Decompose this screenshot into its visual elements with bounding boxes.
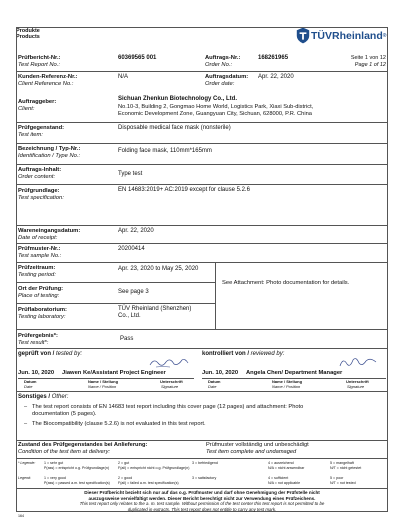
- period-value: Apr. 23, 2020 to May 25, 2020: [118, 266, 199, 272]
- divider: [16, 391, 388, 392]
- legend-en-3: 3 = satisfactory: [192, 476, 217, 480]
- legend-de-3: 3 = befriedigend: [192, 461, 218, 465]
- legend-de-pass: P(ass) = entspricht o.g. Prüfgrundlage(n): [44, 466, 110, 470]
- legend-de-2: 2 = gut: [118, 461, 130, 465]
- legend-label-de: * Legende:: [18, 461, 36, 465]
- legend-en-fail: F(ail) = failed a.m. test specification(s): [118, 481, 179, 485]
- order-content-label: [18, 167, 113, 180]
- test-item-label-de: Prüfgegenstand:: [18, 125, 65, 131]
- reviewed-date-caption-en: Date: [208, 384, 217, 389]
- legend-en-2: 2 = good: [118, 476, 133, 480]
- legend-label-en: Legend:: [18, 476, 31, 480]
- receipt-label-en: Date of receipt:: [18, 234, 58, 241]
- divider: [16, 143, 388, 144]
- lab-label-de: Prüflaboratorium:: [18, 307, 67, 313]
- legend-en-nt: N/T = not tested: [330, 481, 356, 485]
- order-no-value: 168261965: [258, 55, 289, 61]
- order-date-value: Apr. 22, 2020: [258, 74, 294, 80]
- period-label-en: Testing period:: [18, 271, 56, 278]
- reviewed-signature-caption-de: Unterschrift: [346, 379, 369, 384]
- test-item-label-en: Test item:: [18, 131, 43, 138]
- bullet-icon: –: [24, 421, 28, 427]
- period-label-de: Prüfzeitraum:: [18, 265, 56, 271]
- reviewed-signature-caption-en: Signature: [347, 384, 365, 389]
- divider: [16, 225, 388, 226]
- result-label-de: Prüfergebnis*:: [18, 333, 58, 339]
- condition-label-en: Condition of the test item at delivery:: [18, 449, 110, 455]
- tested-signature-caption-en: Signature: [161, 384, 179, 389]
- test-item-value: Disposable medical face mask (nonsterile): [118, 125, 231, 131]
- order-no-label-de: Auftrags-Nr.:: [205, 55, 241, 61]
- tested-by-label-de: geprüft von /: [18, 351, 56, 357]
- report-no-label-en: Test Report No.:: [18, 61, 60, 68]
- result-value: Pass: [120, 336, 134, 342]
- legend-de-1: 1 = sehr gut: [44, 461, 64, 465]
- order-content-label-de: Auftrags-Inhalt:: [18, 167, 62, 173]
- products-label-en: Products: [16, 34, 40, 40]
- place-label-de: Ort der Prüfung:: [18, 286, 64, 292]
- legend-en-na: N/A = not applicable: [268, 481, 301, 485]
- tested-by-label-en: tested by:: [56, 351, 83, 357]
- lab-label-en: Testing laboratory:: [18, 313, 66, 320]
- order-date-label-en: Order date:: [205, 80, 235, 87]
- page-indicator-de: Seite 1 von 12: [350, 55, 386, 61]
- client-name: Sichuan Zhenkun Biotechnology Co., Ltd.: [118, 96, 237, 102]
- others-label-de: Sonstiges /: [18, 394, 52, 400]
- order-content-label-en: Order content:: [18, 173, 56, 180]
- test-spec-label-en: Test specification:: [18, 194, 64, 201]
- attachment-note: See Attachment: Photo documentation for details.: [222, 280, 350, 286]
- identification-label-en: Identification / Type No.:: [18, 152, 81, 159]
- divider: [16, 122, 388, 123]
- legend-de-4: 4 = ausreichend: [268, 461, 294, 465]
- legend-de-na: N/A = nicht anwendbar: [268, 466, 305, 470]
- column-divider: [215, 262, 216, 329]
- others-note-1a: The test report consists of EN 14683 test report including this cover page (12 pages) and attachment: Photo: [32, 404, 304, 410]
- divider: [16, 329, 388, 330]
- tested-name-caption-de: Name / Stellung: [88, 379, 119, 384]
- period-label: [18, 265, 113, 278]
- reviewed-by-label-en: reviewed by:: [250, 351, 285, 357]
- footer-line-3: This test report only relates to the a. m. test sample. Without permission of the test center this test report is not permitted to be: [79, 501, 325, 506]
- sample-label: [18, 246, 113, 259]
- reviewed-date: Jun. 10, 2020: [202, 370, 239, 376]
- tested-date: Jun. 10, 2020: [18, 370, 55, 376]
- reviewed-name-caption-de: Name / Stellung: [272, 379, 303, 384]
- lab-value-line1: TÜV Rheinland (Shenzhen): [118, 306, 192, 312]
- reviewed-date-caption-de: Datum: [208, 379, 221, 384]
- order-date-label-de: Auftragsdatum:: [205, 74, 249, 80]
- client-ref-label: [18, 74, 113, 87]
- logo-registered-mark: ®: [382, 33, 387, 39]
- report-no-label: [18, 55, 113, 68]
- legend-en-5: 5 = poor: [330, 476, 344, 480]
- products-label-de: Produkte: [16, 28, 40, 34]
- condition-value-de: Prüfmuster vollständig und unbeschädigt: [206, 442, 309, 448]
- tested-date-caption-en: Date: [24, 384, 33, 389]
- page-indicator-en: Page 1 of 12: [354, 62, 386, 68]
- sample-label-en: Test sample No.:: [18, 252, 62, 259]
- divider: [16, 348, 388, 349]
- tested-signature-image: [148, 354, 190, 370]
- client-ref-label-en: Client Reference No.:: [18, 80, 74, 87]
- tested-date-caption-de: Datum: [24, 379, 37, 384]
- test-spec-label: [18, 188, 113, 201]
- divider: [16, 488, 388, 489]
- report-no-label-de: Prüfbericht-Nr.:: [18, 55, 61, 61]
- receipt-label: [18, 228, 113, 241]
- reviewed-by-label: [202, 351, 284, 358]
- client-label: [18, 99, 113, 112]
- tested-name-caption-en: Name / Position: [88, 384, 117, 389]
- client-address-line2: Economic Development Zone, Guangyuan City, Sichuan, 628000, P.R. China: [118, 111, 312, 117]
- others-note-2: The Biocompatibility (clause 5.2.6) is not evaluated in this test report.: [32, 421, 206, 427]
- place-label-en: Place of testing:: [18, 292, 60, 299]
- divider: [16, 303, 215, 304]
- reviewed-signature-image: [338, 354, 378, 370]
- identification-label: [18, 146, 113, 159]
- sample-value: 20200414: [118, 246, 145, 252]
- divider: [16, 71, 388, 72]
- legend-en-pass: P(ass) = passed a.m. test specification(s): [44, 481, 110, 485]
- report-no-value: 60369565 001: [118, 55, 157, 61]
- logo-text: TÜVRheinland: [311, 30, 383, 42]
- identification-value: Folding face mask, 110mm*165mm: [118, 148, 212, 154]
- divider: [16, 282, 215, 283]
- client-label-en: Client:: [18, 105, 35, 112]
- tested-name: Jiawen Ke/Assistant Project Engineer: [62, 370, 166, 376]
- footer-line-2: auszugsweise vervielfältigt werden. Dieser Bericht berechtigt nicht zur Verwendung eines Prüfzeichens.: [88, 495, 316, 501]
- result-label: [18, 333, 113, 346]
- receipt-label-de: Wareneingangsdatum:: [18, 228, 81, 234]
- divider: [16, 184, 388, 185]
- others-note-1b: documentation (5 pages).: [32, 411, 97, 417]
- footer-line-1: Dieser Prüfbericht bezieht sich nur auf das o.g. Prüfmuster und darf ohne Genehmigung der Prüfstelle nicht: [84, 490, 320, 495]
- legend-de-fail: F(ail) = entspricht nicht o.g. Prüfgrundlage(n): [118, 466, 190, 470]
- client-ref-label-de: Kunden-Referenz-Nr.:: [18, 74, 78, 80]
- legend-de-5: 5 = mangelhaft: [330, 461, 354, 465]
- result-label-en: Test result*:: [18, 339, 49, 346]
- place-label: [18, 286, 113, 299]
- client-address-line1: No.10-3, Building 2, Gongmao Home World, Logistics Park, Xiaxi Sub-district,: [118, 104, 314, 110]
- place-value: See page 3: [118, 289, 149, 295]
- reviewed-by-label-de: kontrolliert von /: [202, 351, 251, 357]
- receipt-value: Apr. 22, 2020: [118, 228, 154, 234]
- reviewed-name: Angela Chen/ Department Manager: [246, 370, 343, 376]
- divider: [16, 243, 388, 244]
- order-content-value: Type test: [118, 171, 143, 177]
- test-spec-label-de: Prüfgrundlage:: [18, 188, 60, 194]
- bullet-icon: –: [24, 404, 28, 410]
- lab-label: [18, 307, 113, 320]
- sample-label-de: Prüfmuster-Nr.:: [18, 246, 61, 252]
- divider: [16, 440, 388, 441]
- client-ref-value: N/A: [118, 74, 129, 80]
- divider: [16, 262, 388, 263]
- lab-value-line2: Co., Ltd.: [118, 313, 141, 319]
- tested-signature-caption-de: Unterschrift: [160, 379, 183, 384]
- others-label: [18, 394, 68, 401]
- tested-by-label: [18, 351, 82, 358]
- client-label-de: Auftraggeber:: [18, 99, 57, 105]
- divider: [16, 458, 388, 459]
- legend-en-1: 1 = very good: [44, 476, 66, 480]
- footer-code: 164: [18, 514, 24, 518]
- footer-line-4: duplicated in extracts. This test report does not entitle to carry any test mark.: [127, 506, 277, 512]
- test-item-label: [18, 125, 113, 138]
- legend-de-nt: N/T = nicht getestet: [330, 466, 362, 470]
- others-label-en: Other:: [51, 394, 69, 400]
- divider: [16, 164, 388, 165]
- condition-value-en: Test item complete and undamaged: [206, 449, 297, 455]
- test-spec-value: EN 14683:2019+ AC:2019 except for clause 5.2.6: [118, 187, 250, 193]
- condition-label-de: Zustand des Prüfgegenstandes bei Anlieferung:: [18, 442, 148, 448]
- order-no-label-en: Order No.:: [205, 61, 233, 68]
- reviewed-name-caption-en: Name / Position: [272, 384, 301, 389]
- legend-en-4: 4 = sufficient: [268, 476, 289, 480]
- identification-label-de: Bezeichnung / Typ-Nr.:: [18, 146, 81, 152]
